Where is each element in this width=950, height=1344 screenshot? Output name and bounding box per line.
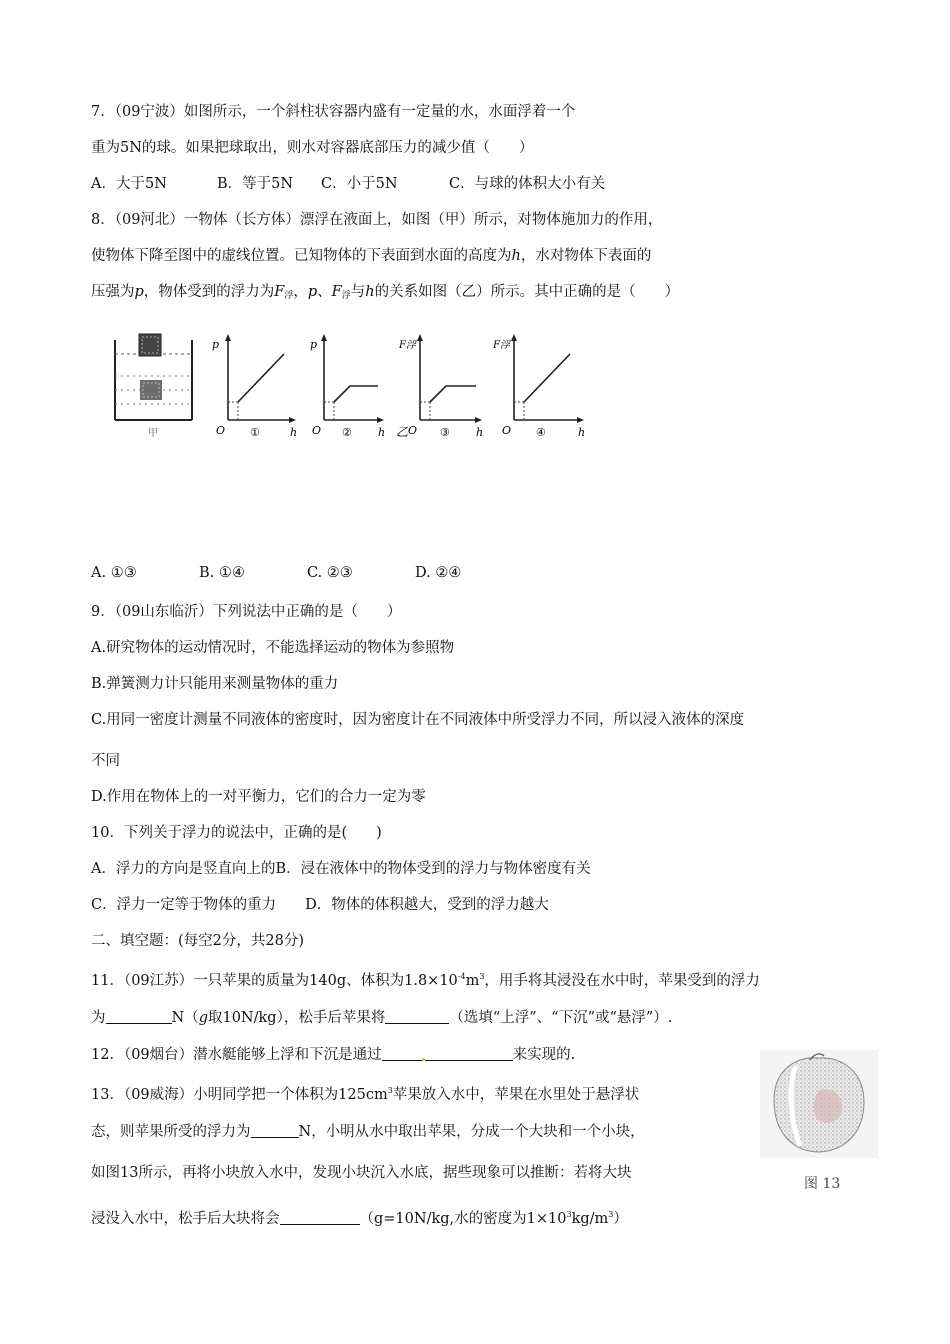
graph-3-ylabel: F浮: [399, 340, 416, 351]
apple-figure: [760, 1050, 878, 1200]
q11-line1: 11．（09江苏）一只苹果的质量为140g、体积为$1.8\times 10^{-4}m^3$，用手将其浸没在水中时，苹果受到的浮力: [91, 972, 760, 989]
q7-line1: 7．（09宁波）如图所示，一个斜柱状容器内盛有一定量的水，水面浮着一个: [91, 104, 576, 120]
graph-4-ylabel: F浮: [493, 340, 510, 351]
q9-option-c-cont: 不同: [91, 753, 120, 769]
q13-line2: 态，则苹果所受的浮力为 N，小明从水中取出苹果，分成一个大块和一个小块，: [91, 1124, 645, 1140]
q13-blank-2[interactable]: [280, 1210, 360, 1225]
q7-options: [91, 174, 605, 194]
graph-3: [398, 334, 483, 439]
q8-option-d: D. ②④: [415, 565, 462, 581]
q8-line2: 使物体下降至图中的虚线位置。已知物体的下表面到水面的高度为h，水对物体下表面的: [91, 248, 652, 264]
q10-line1: 10．下列关于浮力的说法中，正确的是( ): [91, 825, 382, 841]
graph-1-num: ①: [250, 426, 260, 439]
graph-3-xlabel: h: [476, 426, 484, 439]
q13-line1: 13．（09威海）小明同学把一个体积为$125cm^3$苹果放入水中，苹果在水里处于悬浮状: [91, 1086, 640, 1103]
graph-1: [212, 334, 297, 439]
graph-4: [492, 334, 585, 439]
q13-blank-1[interactable]: [251, 1123, 299, 1138]
graph-3-num: ③: [440, 426, 450, 439]
graph-2: [310, 334, 408, 439]
graph-2-num: ②: [342, 426, 352, 439]
graph-2-origin: O: [312, 424, 322, 437]
q8-option-b: B. ①④: [199, 565, 245, 581]
q10-line3: C．浮力一定等于物体的重力 D．物体的体积越大，受到的浮力越大: [91, 897, 549, 913]
q7-line2: 重为5N的球。如果把球取出，则水对容器底部压力的减少值（ ）: [91, 140, 534, 156]
q11-blank-1[interactable]: [106, 1009, 172, 1024]
graph-1-origin: O: [216, 424, 226, 437]
q8-option-a: A. ①③: [91, 565, 137, 581]
q8-options: [91, 563, 461, 583]
graph-3-origin: O: [408, 424, 418, 437]
graph-4-xlabel: h: [578, 426, 586, 439]
q8-figure: [112, 328, 602, 440]
q8-line3: 压强为p，物体受到的浮力为$F_浮$，p、$F_浮$与h的关系如图（乙）所示。其中正确的是（ ）: [91, 284, 680, 301]
q12-blank[interactable]: [382, 1046, 422, 1061]
q13-line4: 浸没入水中，松手后大块将会 （g=10N/kg,水的密度为$1\times 10^3kg/m^3$）: [91, 1210, 628, 1227]
graph-2-xlabel: h: [378, 426, 386, 439]
q8-option-c: C. ②③: [307, 565, 353, 581]
q9-option-d: D.作用在物体上的一对平衡力，它们的合力一定为零: [91, 789, 426, 805]
jia-label: 甲: [148, 428, 158, 439]
q9-option-a: A.研究物体的运动情况时，不能选择运动的物体为参照物: [91, 640, 455, 656]
graph-4-origin: O: [502, 424, 512, 437]
q8-line1: 8．（09河北）一物体（长方体）漂浮在液面上，如图（甲）所示，对物体施加力的作用，: [91, 212, 663, 228]
q13-line3: 如图13所示，再将小块放入水中，发现小块沉入水底，据些现象可以推断：若将大块: [91, 1165, 632, 1181]
figure-13-label: 图 13: [804, 1176, 841, 1192]
q12-blank-cont[interactable]: [425, 1046, 513, 1061]
q7-option-b: B．等于5N: [217, 176, 294, 192]
q10-line2: A．浮力的方向是竖直向上的B．浸在液体中的物体受到的浮力与物体密度有关: [91, 861, 591, 877]
q12-line1: 12．（09烟台）潜水艇能够上浮和下沉是通过 来实现的.: [91, 1047, 576, 1063]
graph-2-ylabel: p: [310, 338, 318, 351]
q9-option-b: B.弹簧测力计只能用来测量物体的重力: [91, 676, 339, 692]
graph-1-xlabel: h: [290, 426, 298, 439]
q7-option-a: A．大于5N: [91, 176, 167, 192]
graph-4-num: ④: [536, 426, 546, 439]
container-diagram: [115, 334, 192, 439]
q7-option-c: C．小于5N: [321, 176, 398, 192]
q11-line2: 为 N（g取10N/kg），松手后苹果将 （选填“上浮”、“下沉”或“悬浮”）.: [91, 1010, 673, 1026]
section-heading: 二、填空题：(每空2分，共28分): [91, 933, 304, 949]
q7-option-d: C．与球的体积大小有关: [449, 176, 606, 192]
q11-blank-2[interactable]: [385, 1009, 449, 1024]
q9-line1: 9．（09山东临沂）下列说法中正确的是（ ）: [91, 604, 402, 620]
q9-option-c: C.用同一密度计测量不同液体的密度时，因为密度计在不同液体中所受浮力不同，所以浸入液体的深度: [91, 712, 745, 728]
graph-1-ylabel: p: [212, 338, 220, 351]
yi-label: 乙: [396, 425, 409, 439]
